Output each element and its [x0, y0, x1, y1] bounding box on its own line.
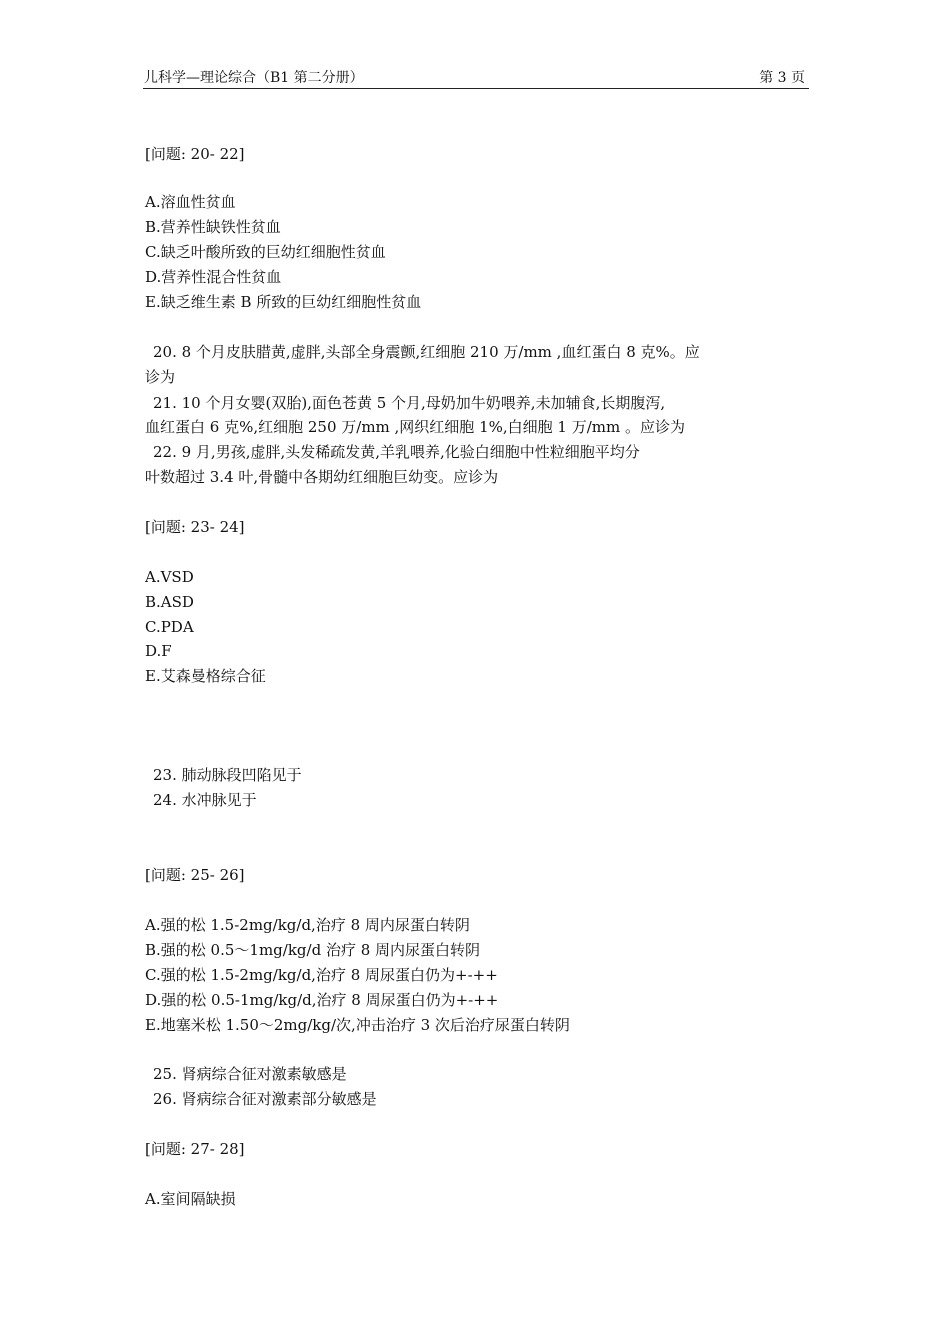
option-a: A.强的松 1.5-2mg/kg/d,治疗 8 周内尿蛋白转阴: [145, 916, 470, 934]
question-21: 21. 10 个月女婴(双胎),面色苍黄 5 个月,母奶加牛奶喂养,未加辅食,长期腹泻,: [153, 394, 666, 412]
option-b: B.营养性缺铁性贫血: [145, 218, 281, 236]
document-title: 儿科学—理论综合（B1 第二分册）: [144, 70, 364, 86]
question-20-cont: 诊为: [145, 368, 176, 386]
option-d: D.F: [145, 642, 172, 660]
question-22: 22. 9 月,男孩,虚胖,头发稀疏发黄,羊乳喂养,化验白细胞中性粒细胞平均分: [153, 443, 640, 461]
option-c: C.PDA: [145, 618, 194, 636]
option-e: E.缺乏维生素 B 所致的巨幼红细胞性贫血: [145, 293, 422, 311]
option-a: A.室间隔缺损: [145, 1190, 236, 1208]
option-d: D.营养性混合性贫血: [145, 268, 282, 286]
option-b: B.强的松 0.5～1mg/kg/d 治疗 8 周内尿蛋白转阴: [145, 941, 481, 959]
question-25: 25. 肾病综合征对激素敏感是: [153, 1065, 347, 1083]
page-number: 第 3 页: [759, 70, 805, 86]
option-c: C.强的松 1.5-2mg/kg/d,治疗 8 周尿蛋白仍为+-++: [145, 966, 498, 984]
question-group-label: [问题: 20- 22]: [145, 145, 245, 163]
option-e: E.艾森曼格综合征: [145, 667, 266, 685]
question-24: 24. 水冲脉见于: [153, 791, 257, 809]
question-22-cont: 叶数超过 3.4 叶,骨髓中各期幼红细胞巨幼变。应诊为: [145, 468, 499, 486]
question-group-label: [问题: 25- 26]: [145, 866, 245, 884]
question-21-cont: 血红蛋白 6 克%,红细胞 250 万/mm ,网织红细胞 1%,白细胞 1 万/mm 。应诊为: [145, 418, 685, 436]
question-20: 20. 8 个月皮肤腊黄,虚胖,头部全身震颤,红细胞 210 万/mm ,血红蛋白 8 克%。应: [153, 343, 700, 361]
question-group-label: [问题: 27- 28]: [145, 1140, 245, 1158]
option-a: A.溶血性贫血: [145, 193, 236, 211]
option-a: A.VSD: [145, 568, 194, 586]
question-23: 23. 肺动脉段凹陷见于: [153, 766, 302, 784]
option-b: B.ASD: [145, 593, 194, 611]
question-group-label: [问题: 23- 24]: [145, 518, 245, 536]
option-e: E.地塞米松 1.50～2mg/kg/次,冲击治疗 3 次后治疗尿蛋白转阴: [145, 1016, 570, 1034]
option-d: D.强的松 0.5-1mg/kg/d,治疗 8 周尿蛋白仍为+-++: [145, 991, 499, 1009]
page-header: [143, 70, 809, 89]
option-c: C.缺乏叶酸所致的巨幼红细胞性贫血: [145, 243, 386, 261]
question-26: 26. 肾病综合征对激素部分敏感是: [153, 1090, 377, 1108]
